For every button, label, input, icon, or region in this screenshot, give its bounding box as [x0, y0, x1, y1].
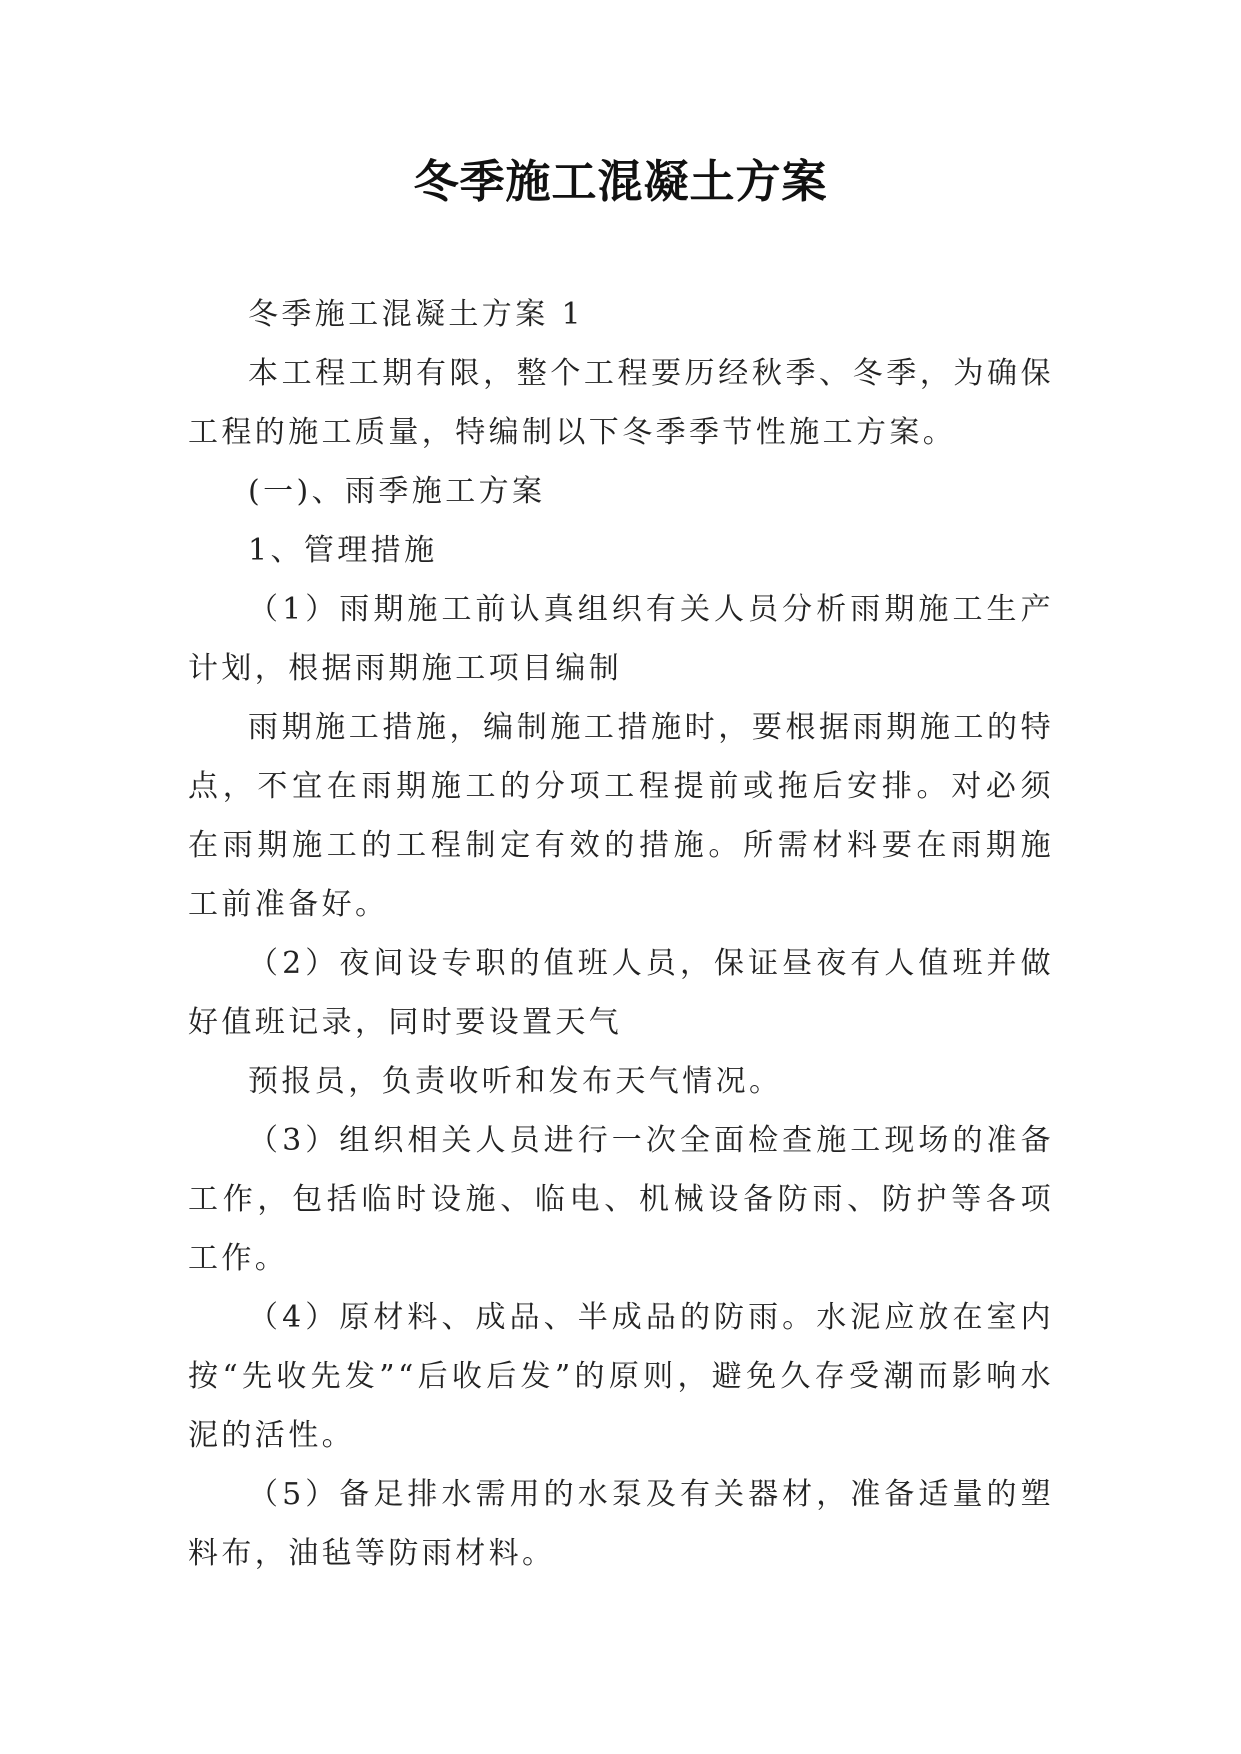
- section-heading: (一)、雨季施工方案: [248, 474, 546, 509]
- body-paragraph: 雨期施工措施，编制施工措施时，要根据雨期施工的特点，不宜在雨期施工的分项工程提前或拖后安排。对必须在雨期施工的工程制定有效的措施。所需材料要在雨期施工前准备好。: [188, 710, 1054, 922]
- section-heading: 1、管理措施: [248, 533, 438, 568]
- body-paragraph: （3）组织相关人员进行一次全面检查施工现场的准备工作，包括临时设施、临电、机械设备防雨、防护等各项工作。: [188, 1123, 1054, 1276]
- document-title: 冬季施工混凝土方案: [413, 155, 828, 208]
- document-body: [188, 285, 1054, 1583]
- body-paragraph: 预报员，负责收听和发布天气情况。: [248, 1064, 783, 1099]
- body-paragraph: （5）备足排水需用的水泵及有关器材，准备适量的塑料布，油毡等防雨材料。: [188, 1477, 1054, 1571]
- body-paragraph: （4）原材料、成品、半成品的防雨。水泥应放在室内按“先收先发”“后收后发”的原则，避免久存受潮而影响水泥的活性。: [188, 1300, 1054, 1453]
- body-paragraph: 本工程工期有限，整个工程要历经秋季、冬季，为确保工程的施工质量，特编制以下冬季季节性施工方案。: [188, 356, 1054, 450]
- body-paragraph: （2）夜间设专职的值班人员，保证昼夜有人值班并做好值班记录，同时要设置天气: [188, 946, 1054, 1040]
- section-heading: 冬季施工混凝土方案 1: [248, 297, 585, 332]
- body-paragraph: （1）雨期施工前认真组织有关人员分析雨期施工生产计划，根据雨期施工项目编制: [188, 592, 1054, 686]
